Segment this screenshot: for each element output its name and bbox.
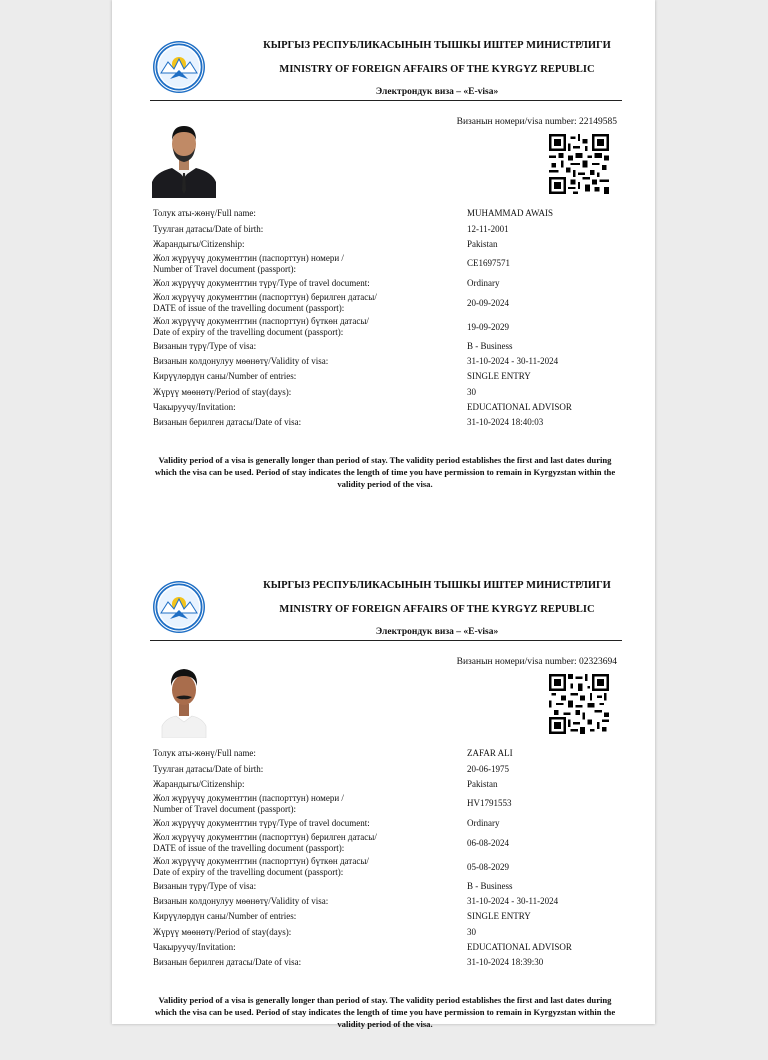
field-value: 30 [467,386,476,397]
field-value: Pakistan [467,778,498,789]
field-value: B - Business [467,341,513,352]
field-value: SINGLE ENTRY [467,911,531,922]
field-label: Кирүүлөрдүн саны/Number of entries: [153,911,297,922]
field-label-line: DATE of issue of the travelling document (passport): [153,302,345,313]
validity-note: Validity period of a visa is generally longer than period of stay. The validity period establishes the first and last dates during which the visa can be used. Period of stay indicates the length of time you have permission to remain in Kyrgyzstan within the validity period of the visa. [154,455,616,489]
field-row [153,831,623,855]
field-label: Визанын берилген датасы/Date of visa: [153,957,302,968]
kyrgyz-emblem-icon [152,580,206,634]
field-label [153,793,467,814]
field-value: CE1697571 [467,258,511,269]
kyrgyz-emblem-icon [152,40,206,94]
field-row [153,415,623,430]
field-value: B - Business [467,881,513,892]
field-row [153,816,623,831]
field-row [153,384,623,399]
field-label-line: Date of expiry of the travelling document (passport): [153,866,344,877]
field-label-line: Number of Travel document (passport): [153,263,296,274]
field-label-line: Жол жүрүүчү документтин (паспорттун) бүткөн датасы/ [153,316,369,327]
field-row [153,291,623,315]
field-value: 12-11-2001 [467,223,509,234]
field-value: Pakistan [467,238,498,249]
field-value: 31-10-2024 - 30-11-2024 [467,356,559,367]
field-label: Туулган датасы/Date of birth: [153,223,264,234]
field-row [153,315,623,339]
field-value: 30 [467,926,476,937]
field-label-line: Жол жүрүүчү документтин (паспорттун) берилген датасы/ [153,292,377,303]
field-value: 05-08-2029 [467,861,509,872]
field-label: Толук аты-жөнү/Full name: [153,748,256,759]
qr-code-icon [549,674,609,734]
validity-note: Validity period of a visa is generally longer than period of stay. The validity period establishes the first and last dates during which the visa can be used. Period of stay indicates the length of time you have permission to remain in Kyrgyzstan within the validity period of the visa. [154,995,616,1029]
field-value: 31-10-2024 - 30-11-2024 [467,896,559,907]
field-row [153,221,623,236]
field-value: Ordinary [467,817,500,828]
field-row [153,776,623,791]
field-value: 20-09-2024 [467,297,509,308]
field-value: EDUCATIONAL ADVISOR [467,401,572,412]
field-label: Туулган датасы/Date of birth: [153,763,264,774]
header-divider [150,640,622,641]
field-value: ZAFAR ALI [467,748,513,759]
field-label-line: Жол жүрүүчү документтин (паспорттун) номери / [153,793,344,804]
field-row [153,909,623,924]
field-label [153,856,467,877]
field-label: Чакыруучу/Invitation: [153,401,236,412]
field-label-line: Жол жүрүүчү документтин (паспорттун) номери / [153,253,344,264]
field-value: HV1791553 [467,798,512,809]
field-value: 31-10-2024 18:40:03 [467,417,544,428]
field-label: Жарандыгы/Citizenship: [153,238,245,249]
field-row [153,369,623,384]
field-row [153,855,623,879]
header-divider [150,100,622,101]
field-row [153,276,623,291]
field-label-line: Number of Travel document (passport): [153,803,296,814]
applicant-photo [152,660,216,738]
document-page [112,0,655,1029]
field-label-line: Жол жүрүүчү документтин (паспорттун) бүткөн датасы/ [153,856,369,867]
field-label: Жүрүү мөөнөтү/Period of stay(days): [153,926,292,937]
field-label: Визанын түрү/Type of visa: [153,341,257,352]
field-label [153,832,467,853]
field-label: Визанын колдонулуу мөөнөтү/Validity of visa: [153,356,329,367]
field-value: 19-09-2029 [467,321,509,332]
field-label: Жарандыгы/Citizenship: [153,778,245,789]
field-row [153,252,623,276]
field-row [153,940,623,955]
field-value: SINGLE ENTRY [467,371,531,382]
field-value: 20-06-1975 [467,763,509,774]
visa-details [153,206,623,430]
header-evisa: Электрондук виза – «E-visa» [375,627,499,637]
field-value: Ordinary [467,277,500,288]
header-kyrgyz: КЫРГЫЗ РЕСПУБЛИКАСЫНЫН ТЫШКЫ ИШТЕР МИНИСТРЛИГИ [263,580,611,591]
field-row [153,879,623,894]
field-label [153,253,467,274]
field-row [153,746,623,761]
visa-number: Визанын номери/visa number: 02323694 [456,657,617,667]
header-english: MINISTRY OF FOREIGN AFFAIRS OF THE KYRGYZ REPUBLIC [279,604,595,615]
field-label: Толук аты-жөнү/Full name: [153,208,256,219]
field-label [153,316,467,337]
field-row [153,894,623,909]
field-label-line: DATE of issue of the travelling document (passport): [153,842,345,853]
field-row [153,236,623,251]
header-evisa: Электрондук виза – «E-visa» [375,87,499,97]
field-label [153,292,467,313]
field-label: Жол жүрүүчү документтин түрү/Type of travel document: [153,817,370,828]
field-row [153,792,623,816]
field-label: Визанын түрү/Type of visa: [153,881,257,892]
field-label: Чакыруучу/Invitation: [153,941,236,952]
visa-number: Визанын номери/visa number: 22149585 [456,117,617,127]
applicant-photo [152,120,216,198]
field-value: 06-08-2024 [467,837,509,848]
field-row [153,400,623,415]
field-value: EDUCATIONAL ADVISOR [467,941,572,952]
header-kyrgyz: КЫРГЫЗ РЕСПУБЛИКАСЫНЫН ТЫШКЫ ИШТЕР МИНИСТРЛИГИ [263,40,611,51]
field-row [153,924,623,939]
field-label-line: Date of expiry of the travelling document (passport): [153,326,344,337]
field-row [153,339,623,354]
field-label: Жүрүү мөөнөтү/Period of stay(days): [153,386,292,397]
field-value: 31-10-2024 18:39:30 [467,957,544,968]
field-row [153,354,623,369]
field-label-line: Жол жүрүүчү документтин (паспорттун) берилген датасы/ [153,832,377,843]
field-label: Визанын берилген датасы/Date of visa: [153,417,302,428]
qr-code-icon [549,134,609,194]
evisa-card [112,0,655,520]
field-row [153,955,623,970]
visa-details [153,746,623,970]
field-value: MUHAMMAD AWAIS [467,208,554,219]
field-row [153,761,623,776]
field-row [153,206,623,221]
field-label: Кирүүлөрдүн саны/Number of entries: [153,371,297,382]
field-label: Жол жүрүүчү документтин түрү/Type of travel document: [153,277,370,288]
field-label: Визанын колдонулуу мөөнөтү/Validity of visa: [153,896,329,907]
header-english: MINISTRY OF FOREIGN AFFAIRS OF THE KYRGYZ REPUBLIC [279,64,595,75]
evisa-card [112,540,655,1060]
